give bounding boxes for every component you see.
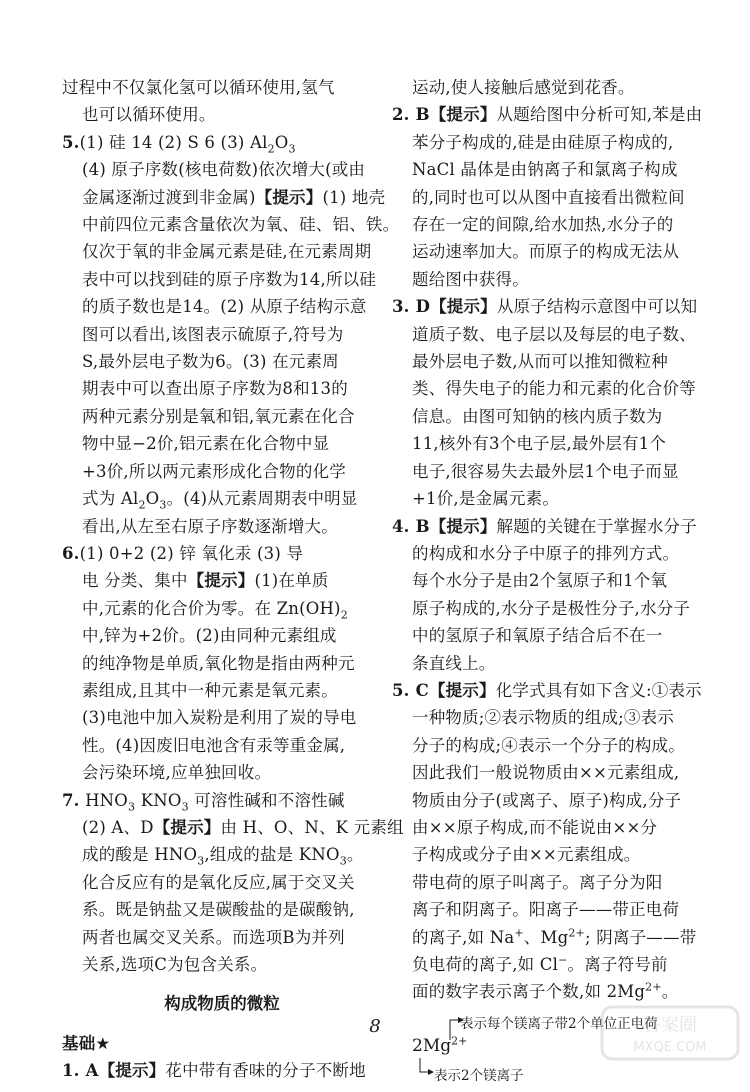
text-line: 式为 $Al_2O_3$。(4)从元素周期表中明显 bbox=[82, 489, 358, 512]
text-line: (4) 原子序数(核电荷数)依次增大(或由 bbox=[82, 160, 366, 180]
text-line: 最外层电子数,从而可以推知微粒种 bbox=[412, 352, 668, 372]
diagram-bottom-label: 表示2个镁离子 bbox=[434, 1067, 524, 1084]
text-line: 分子的构成;④表示一个分子的构成。 bbox=[412, 735, 685, 755]
text-line: 带电荷的原子叫离子。离子分为阳 bbox=[412, 872, 663, 892]
text-line: 期表中可以查出原子序数为8和13的 bbox=[82, 379, 348, 399]
diagram-top-label: 表示每个镁离子带2个单位正电荷 bbox=[460, 1015, 658, 1032]
text-line: 原子构成的,水分子是极性分子,水分子 bbox=[412, 598, 691, 618]
svg-text:MXQE.COM: MXQE.COM bbox=[633, 1040, 707, 1055]
text-line: 电子,很容易失去最外层1个电子而显 bbox=[412, 461, 679, 481]
text-line: 物中显−2价,铝元素在化合物中显 bbox=[82, 434, 330, 454]
text-line: 中的氢原子和氧原子结合后不在一 bbox=[412, 626, 663, 646]
text-line: 表中可以找到硅的原子序数为14,所以硅 bbox=[82, 269, 377, 289]
text-line: 的质子数也是14。(2) 从原子结构示意 bbox=[82, 297, 367, 317]
text-line: 关系,选项C为包含关系。 bbox=[82, 955, 268, 974]
question-5c: 5. C【提示】化学式具有如下含义:①表示 bbox=[392, 680, 702, 700]
text-line: 也可以循环使用。 bbox=[82, 105, 216, 125]
text-line: 题给图中获得。 bbox=[412, 269, 529, 289]
text-line: 离子和阴离子。阳离子——带正电荷 bbox=[412, 900, 680, 920]
text-line: 过程中不仅氯化氢可以循环使用,氢气 bbox=[62, 78, 335, 97]
diagram-formula: $2Mg^{2+}$ bbox=[412, 1034, 468, 1056]
text-line: 物质由分子(或离子、原子)构成,分子 bbox=[412, 790, 682, 810]
question-2: 2. B【提示】从题给图中分析可知,苯是由 bbox=[392, 105, 703, 125]
text-line: 每个水分子是由2个氢原子和1个氧 bbox=[412, 571, 668, 591]
text-line: 性。(4)因废旧电池含有汞等重金属, bbox=[82, 735, 346, 755]
text-line: 信息。由图可知钠的核内质子数为 bbox=[412, 406, 663, 426]
text-line: 图可以看出,该图表示硫原子,符号为 bbox=[82, 324, 344, 344]
text-line: 的,同时也可以从图中直接看出微粒间 bbox=[412, 187, 685, 207]
text-line: NaCl 晶体是由钠离子和氯离子构成 bbox=[412, 160, 678, 180]
text-line: 仅次于氧的非金属元素是硅,在元素周期 bbox=[82, 242, 372, 262]
text-line: 会污染环境,应单独回收。 bbox=[82, 763, 272, 783]
basic-label: 基础★ bbox=[62, 1033, 111, 1053]
left-column bbox=[62, 74, 404, 1085]
right-column bbox=[392, 74, 718, 1092]
text-line: 11,核外有3个电子层,最外层有1个 bbox=[412, 434, 667, 454]
question-3: 3. D【提示】从原子结构示意图中可以知 bbox=[392, 297, 698, 317]
text-line: 负电荷的离子,如 Cl−。离子符号前 bbox=[412, 953, 668, 974]
text-line: 存在一定的间隙,给水加热,水分子的 bbox=[412, 215, 674, 235]
question-5: 5.(1) 硅 14 (2) S 6 (3) $Al_2O_3$ bbox=[62, 132, 296, 156]
text-line: 中,元素的化合价为零。在 $Zn(OH)_2$ bbox=[82, 598, 348, 622]
text-line: 化合反应有的是氧化反应,属于交叉关 bbox=[82, 872, 355, 892]
text-line: 中,锌为+2价。(2)由同种元素组成 bbox=[82, 626, 337, 646]
text-line: +3价,所以两元素形成化合物的化学 bbox=[82, 461, 346, 481]
text-line: 的构成和水分子中原子的排列方式。 bbox=[412, 543, 680, 563]
text-line: 运动速率加大。而原子的构成无法从 bbox=[412, 242, 680, 262]
text-line: 的离子,如 Na+、$Mg^{2+}$; 阴离子——带 bbox=[412, 926, 697, 947]
page-number: 8 bbox=[369, 1016, 381, 1037]
question-1: 1. A【提示】花中带有香味的分子不断地 bbox=[62, 1061, 366, 1081]
text-line: 因此我们一般说物质由××元素组成, bbox=[412, 763, 680, 783]
question-7: 7. $HNO_3$ $KNO_3$ 可溶性碱和不溶性碱 bbox=[62, 790, 345, 813]
section-title: 构成物质的微粒 bbox=[164, 994, 280, 1014]
text-line: 两者也属交叉关系。而选项B为并列 bbox=[82, 927, 345, 947]
text-line: 电 分类、集中【提示】(1)在单质 bbox=[82, 571, 329, 591]
text-line: (2) A、D【提示】由 H、O、N、K 元素组 bbox=[82, 817, 404, 837]
text-line: 一种物质;②表示物质的组成;③表示 bbox=[412, 708, 675, 728]
text-line: +1价,是金属元素。 bbox=[412, 489, 560, 509]
text-line: 素组成,且其中一种元素是氧元素。 bbox=[82, 680, 338, 700]
text-line: 两种元素分别是氧和铝,氧元素在化合 bbox=[82, 406, 355, 426]
watermark-logo bbox=[600, 1005, 740, 1061]
text-line: 道质子数、电子层以及每层的电子数、 bbox=[412, 324, 696, 344]
text-line: 看出,从左至右原子序数逐渐增大。 bbox=[82, 516, 338, 536]
text-line: (3)电池中加入炭粉是利用了炭的导电 bbox=[82, 708, 357, 728]
text-line: 类、得失电子的能力和元素的化合价等 bbox=[412, 379, 696, 399]
question-4: 4. B【提示】解题的关键在于掌握水分子 bbox=[392, 516, 697, 536]
text-line: 系。既是钠盐又是碳酸盐的是碳酸钠, bbox=[82, 900, 355, 920]
text-line: 子构成或分子由××元素组成。 bbox=[412, 845, 641, 865]
svg-text:答案圈: 答案圈 bbox=[643, 1015, 697, 1036]
text-line: 的纯净物是单质,氧化物是指由两种元 bbox=[82, 653, 355, 673]
text-line: 金属逐渐过渡到非金属)【提示】(1) 地壳 bbox=[82, 187, 386, 207]
text-line: 中前四位元素含量依次为氧、硅、铝、铁。 bbox=[82, 215, 400, 235]
text-line: 条直线上。 bbox=[412, 653, 496, 673]
text-line: 由××原子构成,而不能说由××分 bbox=[412, 817, 658, 837]
question-6: 6.(1) 0+2 (2) 锌 氧化汞 (3) 导 bbox=[62, 543, 304, 563]
text-line: S,最外层电子数为6。(3) 在元素周 bbox=[82, 352, 339, 372]
text-line: 成的酸是 $HNO_3$,组成的盐是 $KNO_3$。 bbox=[82, 845, 364, 868]
text-line: 苯分子构成的,硅是由硅原子构成的, bbox=[412, 132, 674, 152]
text-line: 运动,使人接触后感觉到花香。 bbox=[412, 78, 635, 97]
text-line: 面的数字表示离子个数,如 $2Mg^{2+}$。 bbox=[412, 980, 679, 1002]
